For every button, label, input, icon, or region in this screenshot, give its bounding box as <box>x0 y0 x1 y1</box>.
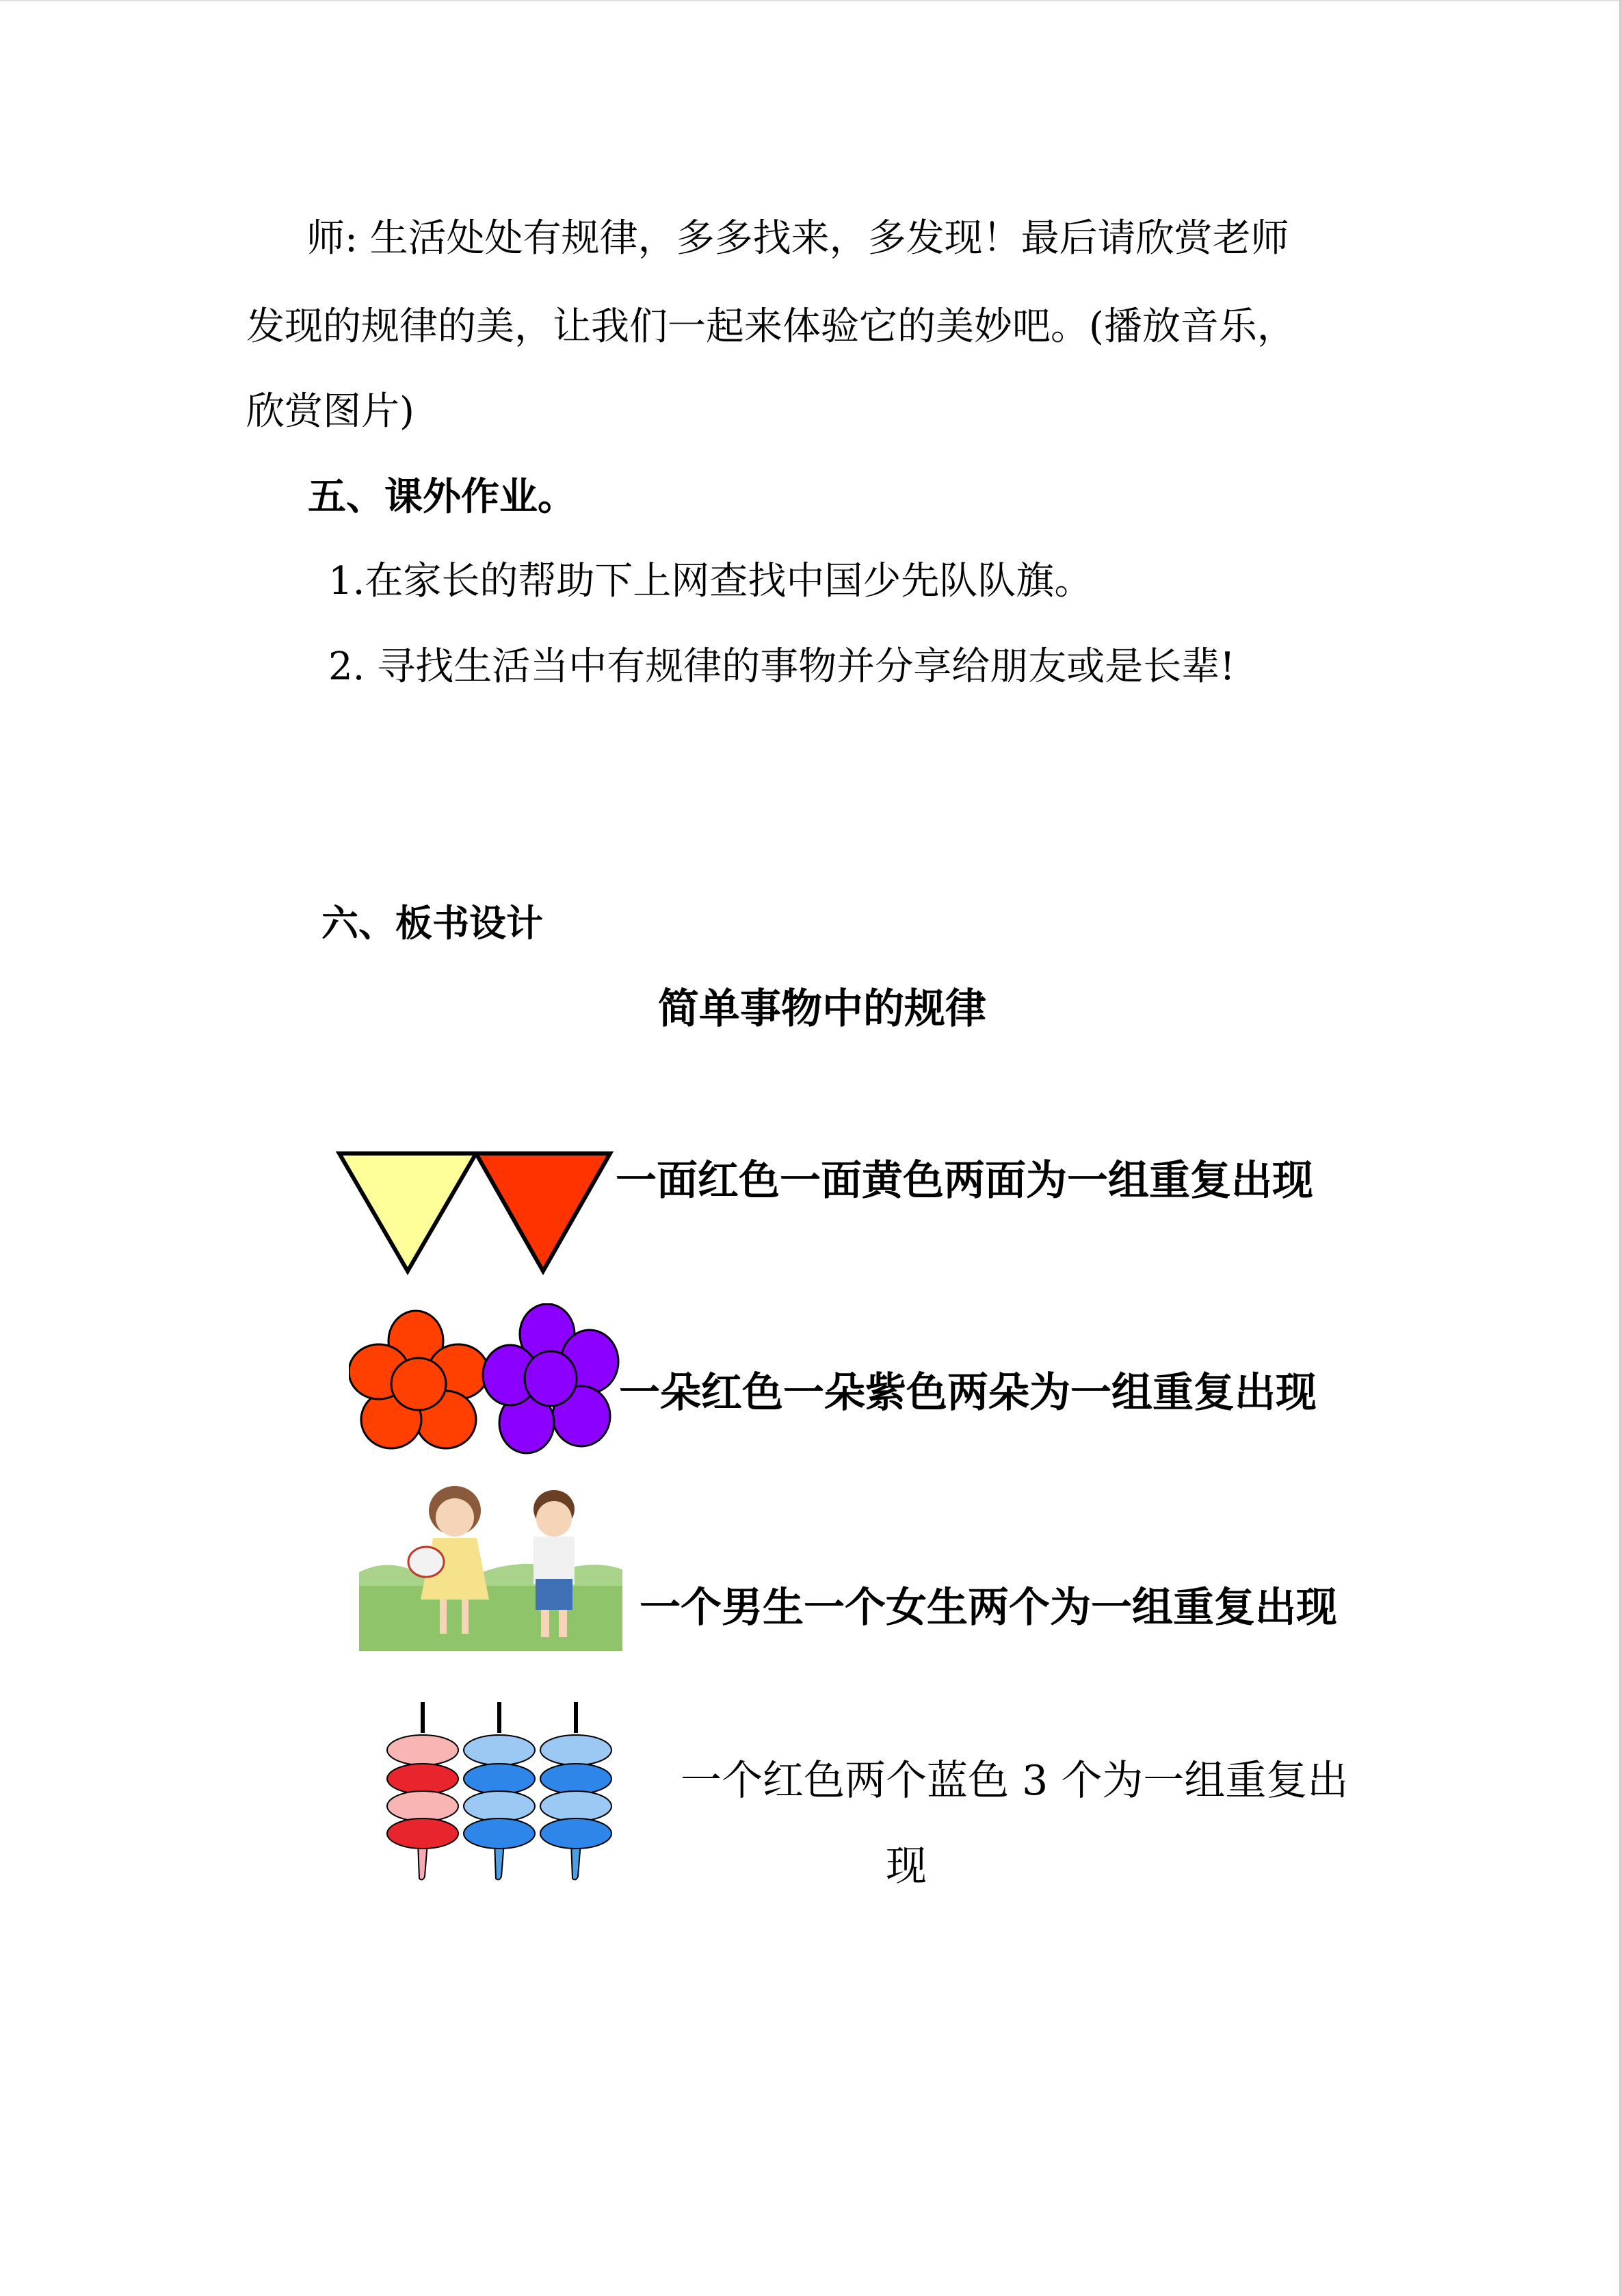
homework-item-2: 2. 寻找生活当中有规律的事物并分享给朋友或是长辈! <box>328 644 1235 689</box>
paragraph-line-3: 欣赏图片) <box>246 389 414 434</box>
red-flower-icon <box>349 1311 488 1448</box>
row-1-text: 一面红色一面黄色两面为一组重复出现 <box>616 1157 1313 1205</box>
row-2-text: 一朵红色一朵紫色两朵为一组重复出现 <box>619 1369 1317 1417</box>
row-3-text: 一个男生一个女生两个为一组重复出现 <box>640 1584 1337 1632</box>
bead-column-1 <box>387 1735 458 1849</box>
yellow-flag-icon <box>339 1153 476 1271</box>
red-flag-icon <box>476 1153 610 1271</box>
children-illustration <box>359 1483 622 1651</box>
section-5-heading: 五、课外作业。 <box>308 475 576 519</box>
paragraph-line-2: 发现的规律的美，让我们一起来体验它的美妙吧。(播放音乐， <box>246 304 1295 349</box>
bead-column-2 <box>464 1735 535 1849</box>
board-title: 简单事物中的规律 <box>658 985 986 1033</box>
flags-icon <box>335 1149 616 1276</box>
homework-item-1: 1.在家长的帮助下上网查找中国少先队队旗。 <box>328 559 1093 603</box>
flowers-icon <box>349 1303 622 1457</box>
bead-column-3 <box>540 1735 611 1849</box>
page-top-edge <box>0 0 1621 1</box>
row-4-text-line-1: 一个红色两个蓝色 3 个为一组重复出 <box>681 1757 1349 1805</box>
beads-icon <box>380 1702 616 1887</box>
row-4-text-line-2: 现 <box>886 1842 927 1890</box>
section-6-heading: 六、板书设计 <box>321 902 543 945</box>
purple-flower-icon <box>483 1304 618 1453</box>
paragraph-line-1: 师: 生活处处有规律，多多找来，多发现！最后请欣赏老师 <box>306 216 1289 261</box>
